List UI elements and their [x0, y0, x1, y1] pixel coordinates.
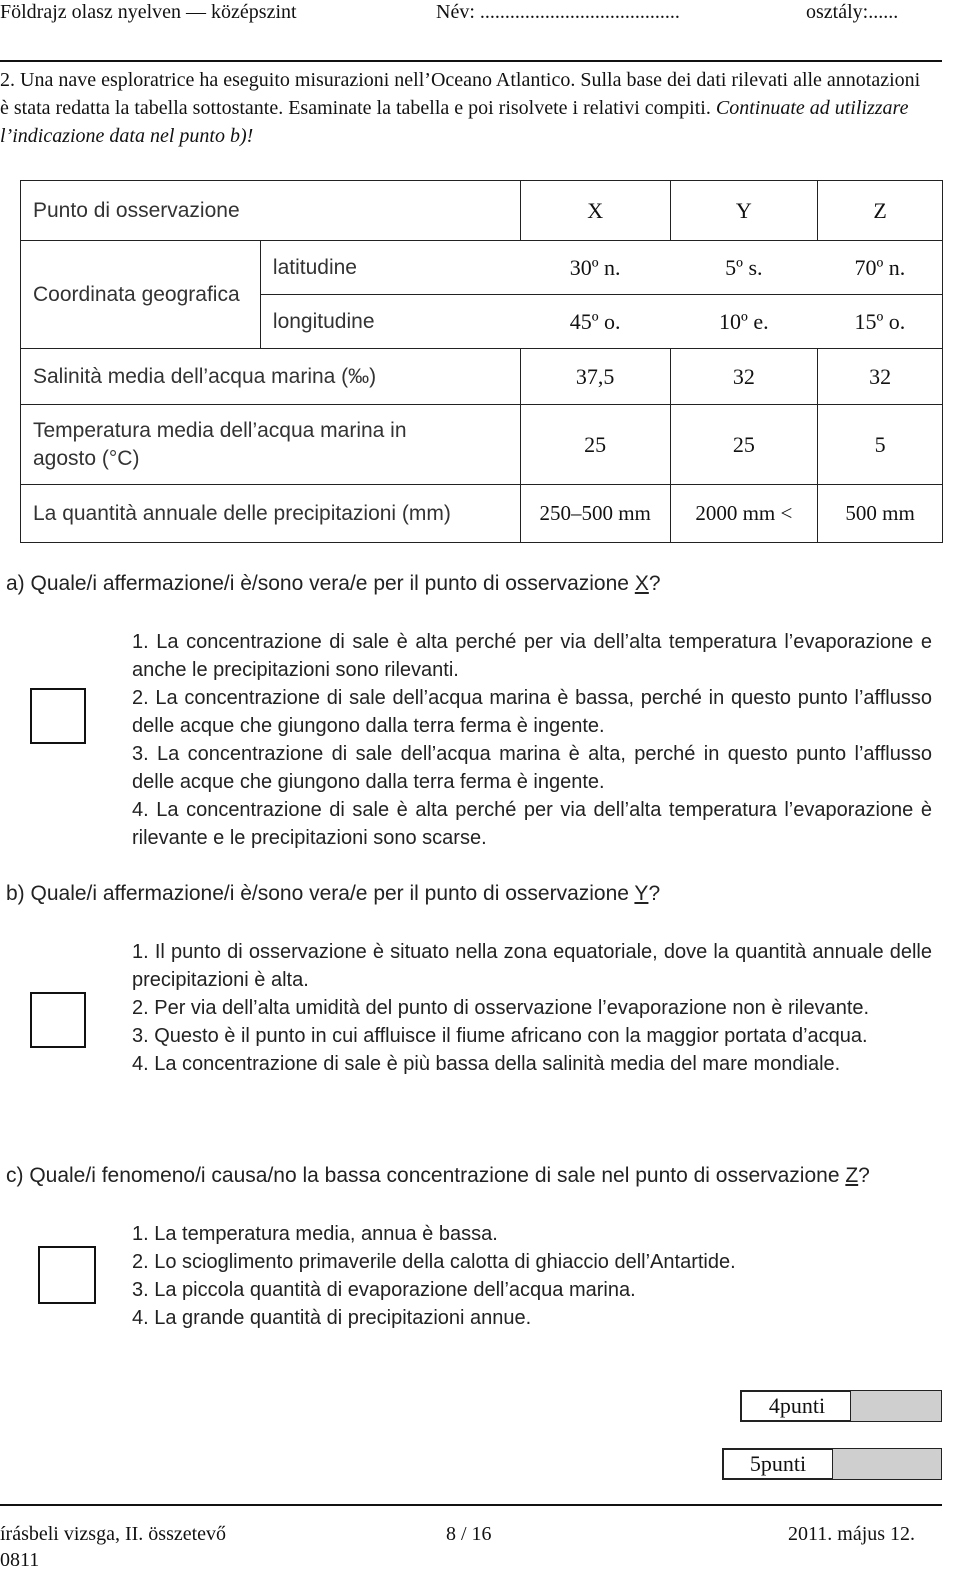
- question-c-suffix: ?: [858, 1164, 870, 1187]
- options-a: [132, 628, 932, 852]
- answer-box-b[interactable]: [30, 992, 86, 1048]
- option-b-3: 3. Questo è il punto in cui affluisce il fiume africano con la maggior portata d’acqua.: [132, 1025, 868, 1047]
- score-fill-4[interactable]: [850, 1390, 942, 1422]
- footer-date: 2011. május 12.: [788, 1523, 916, 1545]
- score-label-5: 5punti: [749, 1451, 807, 1476]
- row-latitude-label: latitudine: [260, 241, 520, 295]
- coord-label: Coordinata geografica: [21, 241, 261, 349]
- option-c-4: 4. La grande quantità di precipitazioni annue.: [132, 1307, 532, 1329]
- latitude-z: 70º n.: [818, 241, 943, 295]
- option-a-2: 2. La concentrazione di sale dell’acqua marina è bassa, perché in questo punto l’afflusso delle acque che giungono dalla terra ferma è ingente.: [132, 687, 932, 737]
- salinity-y: 32: [670, 349, 818, 405]
- header-subject: Földrajz olasz nyelven — középszint: [0, 1, 297, 23]
- header-rule: [0, 60, 942, 62]
- header-class-field: osztály:......: [806, 1, 899, 23]
- question-c: [6, 1164, 870, 1188]
- row-longitude-label: longitudine: [260, 295, 520, 349]
- options-c: [132, 1220, 932, 1332]
- question-b-point: Y: [634, 882, 649, 905]
- question-c-text: c) Quale/i fenomeno/i causa/no la bassa concentrazione di sale nel punto di osservazione: [6, 1164, 846, 1187]
- question-b: [6, 882, 660, 906]
- score-box-5: [722, 1448, 834, 1480]
- precipitation-z: 500 mm: [818, 485, 943, 543]
- option-a-1: 1. La concentrazione di sale è alta perché per via dell’alta temperatura l’evaporazione e anche le precipitazioni sono rilevanti.: [132, 631, 932, 681]
- temperature-x: 25: [520, 405, 670, 485]
- option-a-3: 3. La concentrazione di sale dell’acqua marina è alta, perché in questo punto l’afflusso delle acque che giungono dalla terra ferma è ingente.: [132, 743, 932, 793]
- option-c-1: 1. La temperatura media, annua è bassa.: [132, 1223, 498, 1245]
- option-b-1: 1. Il punto di osservazione è situato nella zona equatoriale, dove la quantità annuale delle precipitazioni è alta.: [132, 941, 932, 991]
- observation-table: [20, 180, 943, 543]
- answer-box-c[interactable]: [38, 1246, 96, 1304]
- footer-code: 0811: [0, 1549, 40, 1571]
- question-b-suffix: ?: [648, 882, 661, 905]
- longitude-z: 15º o.: [818, 295, 943, 349]
- footer-exam: írásbeli vizsga, II. összetevő: [0, 1523, 227, 1545]
- salinity-x: 37,5: [520, 349, 670, 405]
- column-z: Z: [818, 181, 943, 241]
- column-x: X: [520, 181, 670, 241]
- precipitation-y: 2000 mm <: [670, 485, 818, 543]
- latitude-y: 5º s.: [670, 241, 818, 295]
- table-header-label: Punto di osservazione: [21, 181, 521, 241]
- header-name-field: Név: ........................................: [436, 1, 680, 23]
- temperature-y: 25: [670, 405, 818, 485]
- option-c-2: 2. Lo scioglimento primaverile della calotta di ghiaccio dell’Antartide.: [132, 1251, 736, 1273]
- question-a-suffix: ?: [648, 572, 661, 595]
- task-intro-italic: Continuate ad utilizzare l’indicazione data nel punto b)!: [0, 97, 909, 147]
- longitude-y: 10º e.: [670, 295, 818, 349]
- row-salinity-label: Salinità media dell’acqua marina (‰): [21, 349, 521, 405]
- row-temperature-text: Temperatura media dell’acqua marina in agosto (°C): [33, 418, 407, 470]
- temperature-z: 5: [818, 405, 943, 485]
- question-b-text: b) Quale/i affermazione/i è/sono vera/e per il punto di osservazione: [6, 882, 635, 905]
- question-c-point: Z: [845, 1164, 859, 1187]
- option-b-4: 4. La concentrazione di sale è più bassa della salinità media del mare mondiale.: [132, 1053, 841, 1075]
- footer-rule: [0, 1504, 942, 1506]
- task-intro-text: 2. Una nave esploratrice ha eseguito misurazioni nell’Oceano Atlantico. Sulla base dei dati rilevati alle annotazioni è stata redatta la tabella sottostante. Esaminate la tabella e poi risolvete i relativi compiti.: [0, 69, 921, 119]
- column-y: Y: [670, 181, 818, 241]
- score-fill-5[interactable]: [832, 1448, 942, 1480]
- row-temperature-label: [21, 405, 521, 485]
- question-a-point: X: [634, 572, 649, 595]
- answer-box-a[interactable]: [30, 688, 86, 744]
- precipitation-x: 250–500 mm: [520, 485, 670, 543]
- option-a-4: 4. La concentrazione di sale è alta perché per via dell’alta temperatura l’evaporazione è rilevante e le precipitazioni sono scarse.: [132, 799, 932, 849]
- longitude-x: 45º o.: [520, 295, 670, 349]
- latitude-x: 30º n.: [520, 241, 670, 295]
- options-b: [132, 938, 932, 1078]
- row-precipitation-label: La quantità annuale delle precipitazioni (mm): [21, 485, 521, 543]
- question-a: [6, 572, 661, 596]
- salinity-z: 32: [818, 349, 943, 405]
- footer-page: 8 / 16: [446, 1523, 492, 1545]
- option-b-2: 2. Per via dell’alta umidità del punto di osservazione l’evaporazione non è rilevante.: [132, 997, 870, 1019]
- score-box-4: [740, 1390, 854, 1422]
- score-label-4: 4punti: [768, 1393, 826, 1418]
- task-intro: [0, 66, 930, 150]
- question-a-text: a) Quale/i affermazione/i è/sono vera/e per il punto di osservazione: [6, 572, 635, 595]
- option-c-3: 3. La piccola quantità di evaporazione dell’acqua marina.: [132, 1279, 636, 1301]
